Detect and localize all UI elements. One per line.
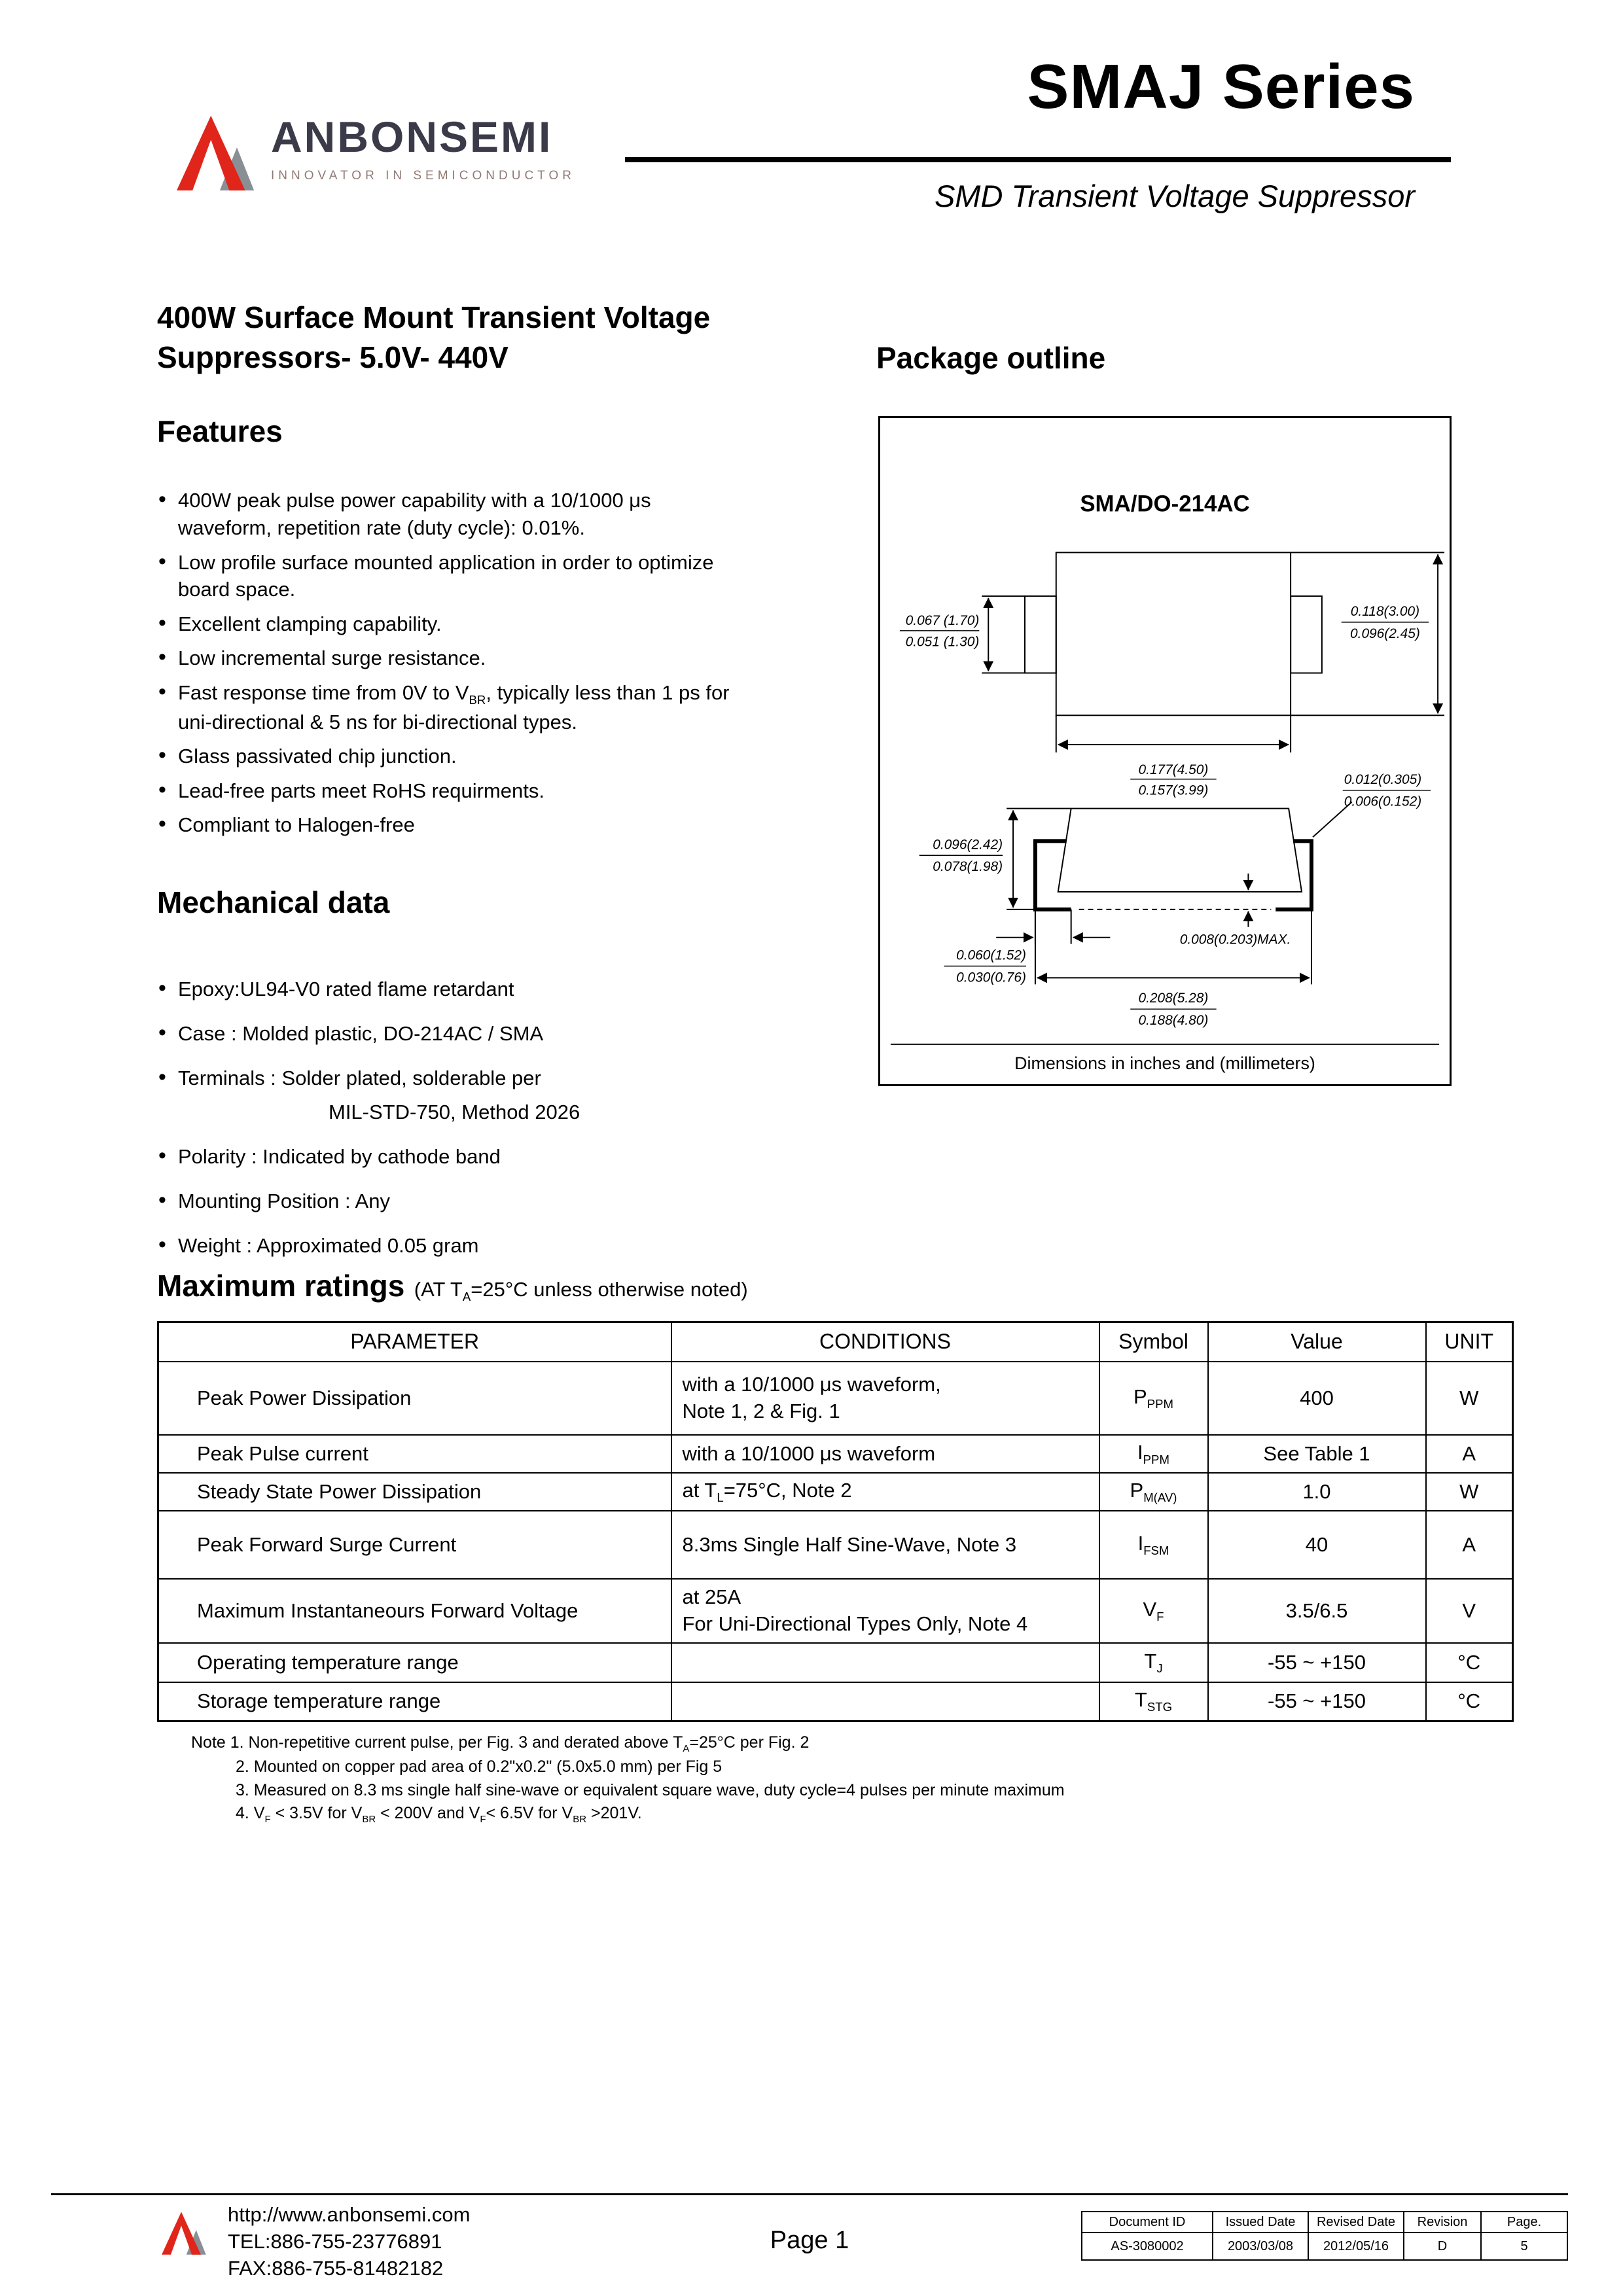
- doc-value-page: 5: [1481, 2233, 1567, 2260]
- package-outline-drawing: [880, 418, 1450, 1084]
- feature-item: • 400W peak pulse power capability with a 10/1000 μs waveform, repetition rate (duty cycle): 0.01%.: [157, 487, 749, 541]
- maximum-ratings-table: [157, 1321, 1514, 1722]
- table-notes: [157, 1731, 1513, 1827]
- logo-name: ANBONSEMI: [271, 113, 553, 161]
- conditions-cell: [671, 1643, 1099, 1682]
- svg-text:0.177(4.50): 0.177(4.50): [1138, 762, 1209, 777]
- product-title: 400W Surface Mount Transient Voltage Suppressors- 5.0V- 440V: [157, 300, 711, 374]
- svg-text:0.012(0.305): 0.012(0.305): [1344, 771, 1422, 787]
- doc-header-revision: Revision: [1404, 2212, 1481, 2233]
- table-row: [158, 1473, 1513, 1511]
- feature-item: • Compliant to Halogen-free: [157, 811, 749, 839]
- parameter-cell: Peak Power Dissipation: [158, 1362, 671, 1435]
- symbol-cell: $I_{PPM}$: [1099, 1435, 1208, 1473]
- maximum-ratings-section: [157, 1268, 1513, 1827]
- note-line: 3. Measured on 8.3 ms single half sine-wave or equivalent square wave, duty cycle=4 pulses per minute maximum: [236, 1780, 1065, 1799]
- mechanical-item: • Case : Molded plastic, DO-214AC / SMA: [157, 1022, 851, 1046]
- note-line: Note 1. Non-repetitive current pulse, per Fig. 3 and derated above $T_A=25^\circ C$ per Fig. 2: [191, 1733, 810, 1755]
- company-tel: TEL:886-755-23776891: [228, 2229, 442, 2253]
- col-header-unit: UNIT: [1426, 1322, 1513, 1362]
- col-header-value: Value: [1208, 1322, 1426, 1362]
- svg-text:0.051 (1.30): 0.051 (1.30): [905, 634, 980, 650]
- mechanical-data-list: [157, 978, 851, 1258]
- svg-text:0.096(2.42): 0.096(2.42): [933, 837, 1003, 853]
- mechanical-item: • Weight : Approximated 0.05 gram: [157, 1234, 851, 1258]
- mechanical-data-heading: Mechanical data: [157, 885, 390, 919]
- dim-foot-length: [944, 948, 1026, 985]
- maximum-ratings-condition-note: (AT $T_A=25^\circ C$ unless otherwise noted): [414, 1278, 748, 1304]
- conditions-cell: 8.3ms Single Half Sine-Wave, Note 3: [671, 1511, 1099, 1579]
- svg-text:0.078(1.98): 0.078(1.98): [933, 859, 1003, 875]
- page-number-label: Page 1: [770, 2227, 849, 2254]
- feature-item: • Low profile surface mounted application in order to optimize board space.: [157, 549, 749, 603]
- dimensions-caption: Dimensions in inches and (millimeters): [1014, 1053, 1315, 1073]
- table-row: [158, 1579, 1513, 1643]
- value-cell: -55 ~ +150: [1208, 1643, 1426, 1682]
- dim-body-height: [1342, 604, 1429, 641]
- table-row: [158, 1362, 1513, 1435]
- symbol-cell: $P_{M(AV)}$: [1099, 1473, 1208, 1511]
- package-top-view: [982, 552, 1444, 752]
- feature-item: • Fast response time from 0V to $V_{BR}$, typically less than 1 ps for uni-directional & 5 ns for bi-directional types.: [157, 679, 749, 736]
- unit-cell: W: [1426, 1473, 1513, 1511]
- parameter-cell: Operating temperature range: [158, 1643, 671, 1682]
- package-outline-box: [878, 416, 1452, 1086]
- feature-item: • Low incremental surge resistance.: [157, 645, 749, 672]
- dim-lead-thickness: [1343, 772, 1431, 809]
- parameter-cell: Maximum Instantaneours Forward Voltage: [158, 1579, 671, 1643]
- company-fax: FAX:886-755-81482182: [228, 2256, 444, 2280]
- package-outline-heading: Package outline: [876, 341, 1106, 375]
- doc-header-document-id: Document ID: [1082, 2212, 1213, 2233]
- value-cell: 400: [1208, 1362, 1426, 1435]
- left-column: [157, 298, 851, 1279]
- doc-value-document-id: AS-3080002: [1082, 2233, 1213, 2260]
- col-header-parameter: PARAMETER: [158, 1322, 671, 1362]
- symbol-cell: $T_J$: [1099, 1643, 1208, 1682]
- svg-text:0.030(0.76): 0.030(0.76): [956, 970, 1026, 985]
- page-footer: [51, 2193, 1568, 2296]
- col-header-conditions: CONDITIONS: [671, 1322, 1099, 1362]
- conditions-cell: with a 10/1000 μs waveform, Note 1, 2 & Fig. 1: [671, 1362, 1099, 1435]
- symbol-cell: $V_F$: [1099, 1579, 1208, 1643]
- table-row: [158, 1511, 1513, 1579]
- conditions-cell: at $T_L=75^\circ C$, Note 2: [671, 1473, 1099, 1511]
- feature-item: • Lead-free parts meet RoHS requirments.: [157, 777, 749, 805]
- parameter-cell: Peak Pulse current: [158, 1435, 671, 1473]
- doc-table-header-row: [1082, 2212, 1567, 2233]
- dim-overall-height: [919, 837, 1003, 874]
- doc-table-value-row: [1082, 2233, 1567, 2260]
- table-header-row: [158, 1322, 1513, 1362]
- table-row: [158, 1643, 1513, 1682]
- parameter-cell: Peak Forward Surge Current: [158, 1511, 671, 1579]
- svg-text:0.096(2.45): 0.096(2.45): [1350, 626, 1420, 641]
- header-rule: [625, 157, 1451, 162]
- svg-text:0.208(5.28): 0.208(5.28): [1138, 991, 1209, 1006]
- table-row: [158, 1435, 1513, 1473]
- unit-cell: W: [1426, 1362, 1513, 1435]
- mechanical-item: • Mounting Position : Any: [157, 1190, 851, 1213]
- parameter-cell: Steady State Power Dissipation: [158, 1473, 671, 1511]
- features-list: [157, 487, 749, 838]
- conditions-cell: at 25A For Uni-Directional Types Only, Note 4: [671, 1579, 1099, 1643]
- mechanical-item-continuation: MIL-STD-750, Method 2026: [329, 1100, 580, 1123]
- package-name: SMA/DO-214AC: [1080, 491, 1250, 517]
- unit-cell: °C: [1426, 1643, 1513, 1682]
- doc-header-page: Page.: [1481, 2212, 1567, 2233]
- company-logo: [175, 110, 575, 194]
- note-line: 2. Mounted on copper pad area of 0.2"x0.2" (5.0x5.0 mm) per Fig 5: [236, 1757, 722, 1776]
- conditions-cell: with a 10/1000 μs waveform: [671, 1435, 1099, 1473]
- svg-text:0.157(3.99): 0.157(3.99): [1138, 783, 1209, 798]
- svg-text:0.060(1.52): 0.060(1.52): [956, 947, 1026, 963]
- table-row: [158, 1682, 1513, 1722]
- unit-cell: °C: [1426, 1682, 1513, 1722]
- logo-text-block: [271, 110, 575, 183]
- unit-cell: A: [1426, 1435, 1513, 1473]
- doc-header-revised-date: Revised Date: [1308, 2212, 1404, 2233]
- feature-item: • Excellent clamping capability.: [157, 610, 749, 638]
- svg-text:0.006(0.152): 0.006(0.152): [1344, 794, 1422, 809]
- dim-overall-length: [1130, 991, 1216, 1028]
- svg-text:0.067 (1.70): 0.067 (1.70): [905, 612, 980, 628]
- doc-header-issued-date: Issued Date: [1213, 2212, 1308, 2233]
- col-header-symbol: Symbol: [1099, 1322, 1208, 1362]
- parameter-cell: Storage temperature range: [158, 1682, 671, 1722]
- svg-text:0.008(0.203)MAX.: 0.008(0.203)MAX.: [1179, 932, 1291, 947]
- value-cell: 1.0: [1208, 1473, 1426, 1511]
- logo-triangle-icon: [175, 110, 258, 194]
- dim-standoff: [1180, 932, 1291, 947]
- company-url: http://www.anbonsemi.com: [228, 2203, 471, 2226]
- document-subtitle: SMD Transient Voltage Suppressor: [934, 179, 1415, 213]
- footer-logo-triangle-icon: [161, 2208, 208, 2257]
- conditions-cell: [671, 1682, 1099, 1722]
- logo-tagline: INNOVATOR IN SEMICONDUCTOR: [271, 169, 575, 183]
- value-cell: 40: [1208, 1511, 1426, 1579]
- dim-lead-width: [900, 613, 979, 650]
- unit-cell: A: [1426, 1511, 1513, 1579]
- value-cell: See Table 1: [1208, 1435, 1426, 1473]
- series-title: SMAJ Series: [1027, 52, 1415, 122]
- document-info-table: [1081, 2211, 1568, 2261]
- features-heading: Features: [157, 414, 283, 449]
- unit-cell: V: [1426, 1579, 1513, 1643]
- mechanical-item: • Epoxy:UL94-V0 rated flame retardant: [157, 978, 851, 1001]
- maximum-ratings-heading: Maximum ratings: [157, 1269, 405, 1303]
- mechanical-item: • Terminals : Solder plated, solderable per: [157, 1067, 851, 1090]
- svg-text:0.118(3.00): 0.118(3.00): [1350, 603, 1420, 619]
- symbol-cell: $P_{PPM}$: [1099, 1362, 1208, 1435]
- value-cell: 3.5/6.5: [1208, 1579, 1426, 1643]
- svg-text:0.188(4.80): 0.188(4.80): [1138, 1013, 1209, 1029]
- doc-value-issued-date: 2003/03/08: [1213, 2233, 1308, 2260]
- feature-item: • Glass passivated chip junction.: [157, 743, 749, 770]
- symbol-cell: $T_{STG}$: [1099, 1682, 1208, 1722]
- dim-body-width: [1130, 762, 1216, 798]
- note-line: 4. $V_F < 3.5V$ for $V_{BR} < 200V$ and $V_F< 6.5V$ for $V_{BR} >201V$.: [236, 1804, 642, 1826]
- doc-value-revision: D: [1404, 2233, 1481, 2260]
- doc-value-revised-date: 2012/05/16: [1308, 2233, 1404, 2260]
- symbol-cell: $I_{FSM}$: [1099, 1511, 1208, 1579]
- footer-contact-block: [228, 2202, 470, 2282]
- mechanical-item: • Polarity : Indicated by cathode band: [157, 1145, 851, 1169]
- value-cell: -55 ~ +150: [1208, 1682, 1426, 1722]
